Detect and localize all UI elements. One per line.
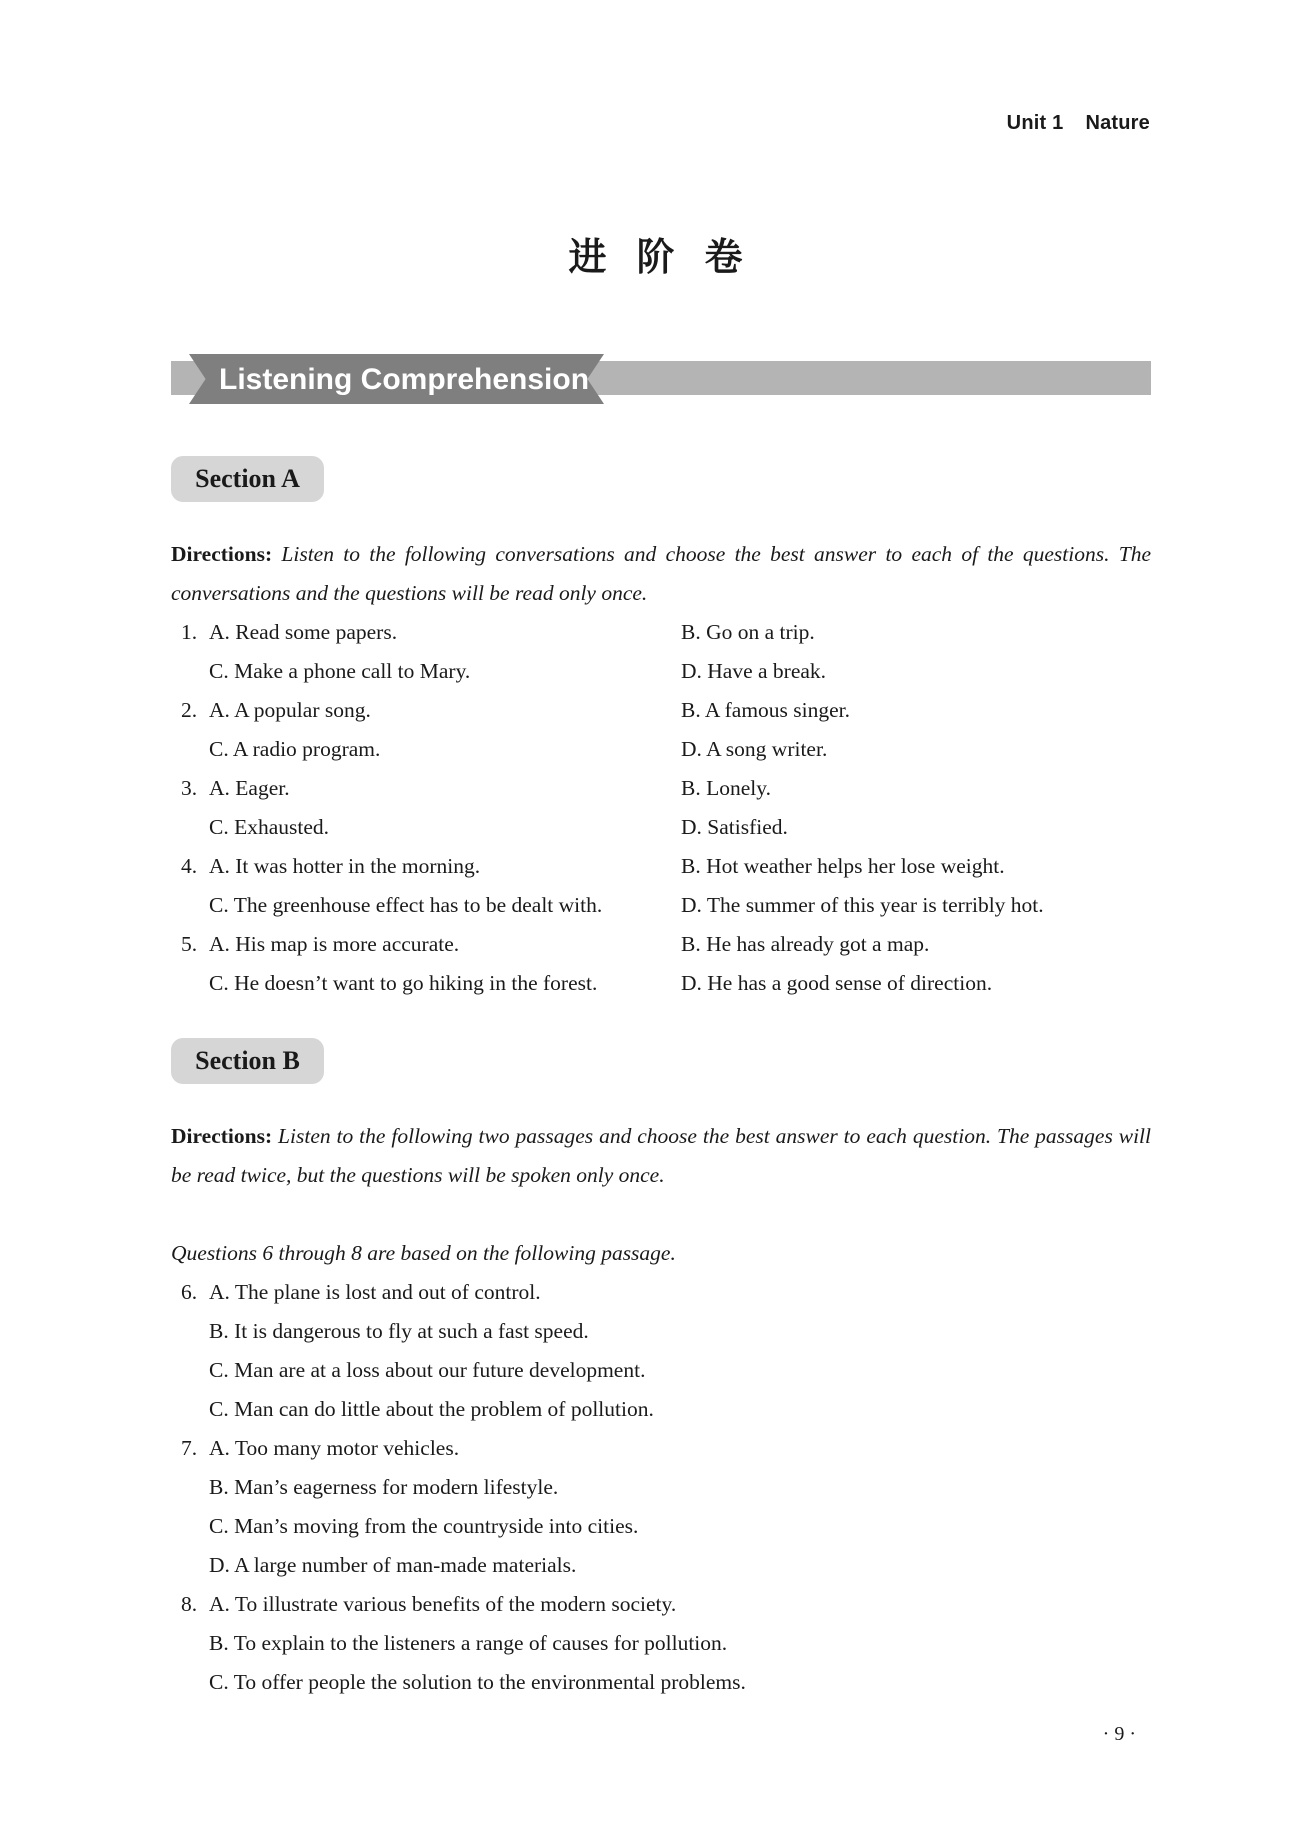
header-unit: Unit 1 <box>1006 112 1064 134</box>
directions-label: Directions: <box>171 1124 273 1148</box>
running-header <box>1007 112 1150 135</box>
option-a: A. The plane is lost and out of control. <box>209 1280 541 1304</box>
option-b: B. It is dangerous to fly at such a fast speed. <box>209 1319 589 1343</box>
option-a: A. To illustrate various benefits of the modern society. <box>209 1592 677 1616</box>
option-c: C. He doesn’t want to go hiking in the forest. <box>209 971 598 995</box>
option-a: A. Too many motor vehicles. <box>209 1436 460 1460</box>
question-number: 6. <box>181 1280 198 1304</box>
option-b: B. He has already got a map. <box>681 932 930 956</box>
option-c: C. The greenhouse effect has to be dealt with. <box>209 893 603 917</box>
option-d: D. Have a break. <box>681 659 827 683</box>
question-number: 3. <box>181 776 198 800</box>
option-c: C. Man are at a loss about our future development. <box>209 1358 646 1382</box>
directions-label: Directions: <box>171 542 273 566</box>
option-d: D. He has a good sense of direction. <box>681 971 993 995</box>
option-c: C. Exhausted. <box>209 815 330 839</box>
page-title: 进阶卷 <box>568 235 773 279</box>
option-d: D. The summer of this year is terribly hot. <box>681 893 1044 917</box>
option-b: B. Go on a trip. <box>681 620 815 644</box>
option-c: C. Man’s moving from the countryside into cities. <box>209 1514 639 1538</box>
section-a-directions <box>171 535 1151 613</box>
page-number: · 9 · <box>1102 1723 1136 1745</box>
banner-label: Listening Comprehension <box>219 363 590 396</box>
passage-intro: Questions 6 through 8 are based on the following passage. <box>171 1241 676 1265</box>
question-number: 8. <box>181 1592 198 1616</box>
option-d: D. Satisfied. <box>681 815 788 839</box>
option-a: A. It was hotter in the morning. <box>209 854 481 878</box>
option-d: C. Man can do little about the problem of pollution. <box>209 1397 654 1421</box>
directions-text: Listen to the following conversations and choose the best answer to each of the questions. The conversations and the questions will be read only once. <box>171 542 1152 605</box>
question-number: 1. <box>181 620 198 644</box>
section-b-directions <box>171 1117 1151 1195</box>
option-b: B. Hot weather helps her lose weight. <box>681 854 1005 878</box>
directions-text: Listen to the following two passages and choose the best answer to each question. The passages will be read twice, but the questions will be spoken only once. <box>171 1124 1151 1187</box>
option-b: B. Man’s eagerness for modern lifestyle. <box>209 1475 559 1499</box>
option-a: A. Eager. <box>209 776 290 800</box>
option-b: B. To explain to the listeners a range of causes for pollution. <box>209 1631 728 1655</box>
section-a-label: Section A <box>171 456 324 502</box>
question-number: 2. <box>181 698 198 722</box>
option-c: C. Make a phone call to Mary. <box>209 659 471 683</box>
question-number: 5. <box>181 932 198 956</box>
section-b-label: Section B <box>171 1038 324 1084</box>
option-a: A. Read some papers. <box>209 620 398 644</box>
option-d: D. A song writer. <box>681 737 828 761</box>
option-d: D. A large number of man-made materials. <box>209 1553 577 1577</box>
option-c: C. To offer people the solution to the environmental problems. <box>209 1670 746 1694</box>
header-topic: Nature <box>1085 112 1150 134</box>
option-b: B. Lonely. <box>681 776 771 800</box>
option-a: A. His map is more accurate. <box>209 932 460 956</box>
question-number: 4. <box>181 854 198 878</box>
option-a: A. A popular song. <box>209 698 371 722</box>
option-c: C. A radio program. <box>209 737 381 761</box>
question-number: 7. <box>181 1436 198 1460</box>
section-banner <box>171 354 1151 404</box>
option-b: B. A famous singer. <box>681 698 851 722</box>
